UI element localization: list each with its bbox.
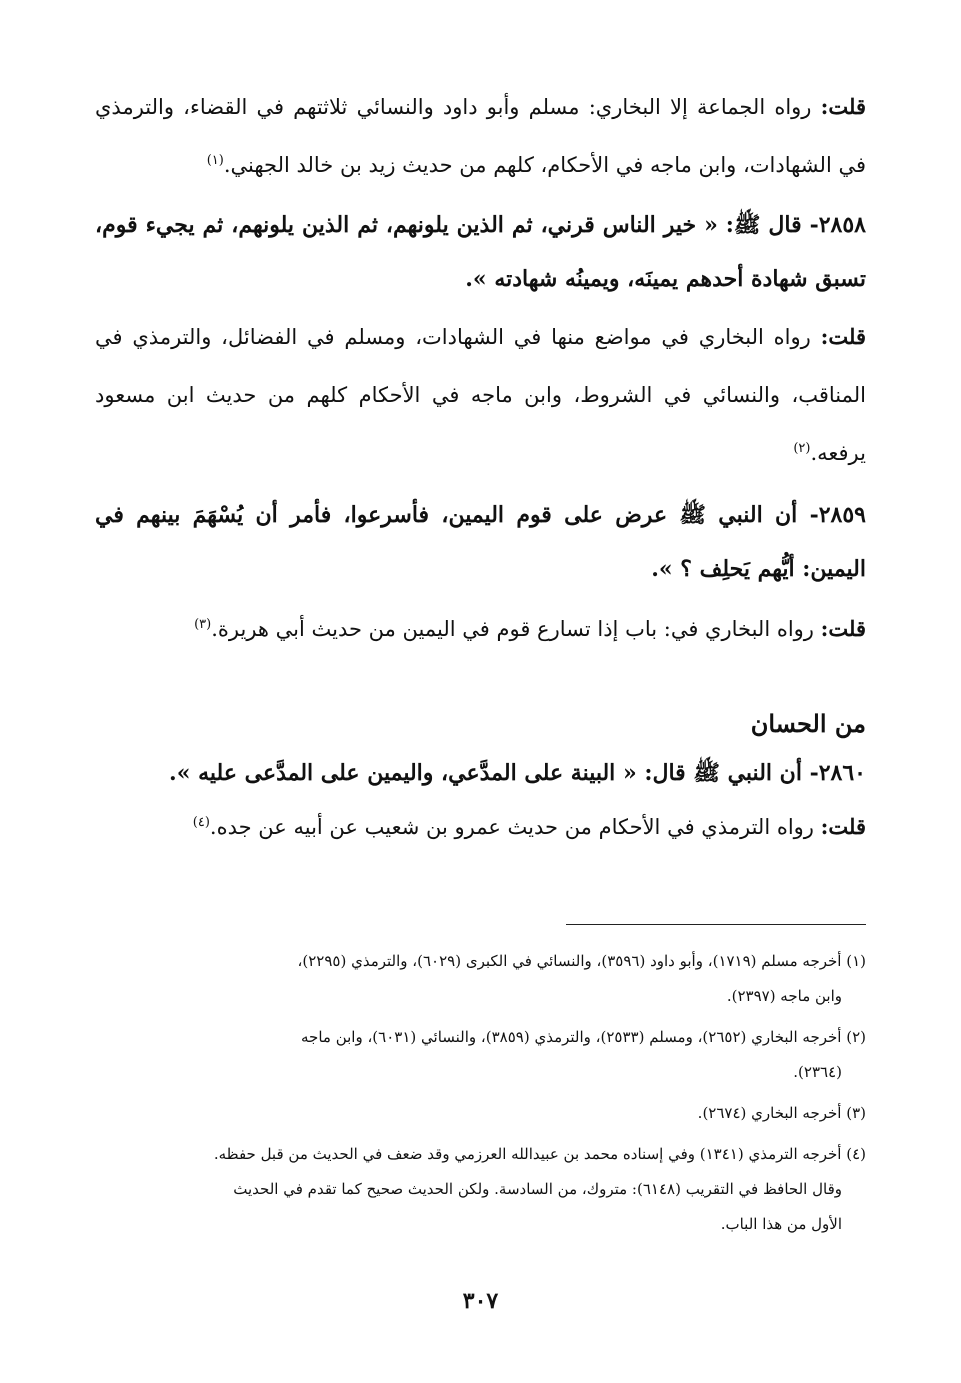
footnote-text: (٤) أخرجه الترمذي (١٣٤١) وفي إسناده محمد بن عبيدالله العرزمي وقد ضعف في الحديث من قبل حفظه. [213, 1145, 866, 1163]
commentary-paragraph-2 [95, 308, 866, 482]
hadith-2858: ٢٨٥٨- قال ﷺ: « خير الناس قرني، ثم الذين يلونهم، ثم الذين يلونهم، ثم يجيء قوم، تسبق شهادة أحدهم يمينَه، ويمينُه شهادته ». [95, 212, 866, 292]
footnote-ref: (١) [206, 153, 224, 168]
footnote-separator [566, 924, 866, 925]
footnote-ref: (٢) [793, 441, 811, 456]
footnote-2 [95, 1020, 866, 1090]
footnote-ref: (٤) [192, 815, 210, 830]
page-number: ٣٠٧ [462, 1288, 499, 1314]
footnote-text: (٣) أخرجه البخاري (٢٦٧٤). [697, 1104, 866, 1122]
hadith-2859: ٢٨٥٩- أن النبي ﷺ عرض على قوم اليمين، فأسرعوا، فأمر أن يُسْهَمَ بينهم في اليمين: أيُّهم يَحلِف ؟ ». [95, 502, 866, 582]
footnote-ref: (٣) [194, 617, 212, 632]
commentary-lead: قلت: [820, 94, 866, 119]
footnote-continuation: وابن ماجه (٢٣٩٧). [726, 987, 842, 1005]
footnotes-section [95, 944, 866, 1248]
footnote-text: (٢) أخرجه البخاري (٢٦٥٢)، ومسلم (٢٥٣٣)، والترمذي (٣٨٥٩)، والنسائي (٦٠٣١)، وابن ماجه [301, 1028, 866, 1046]
commentary-paragraph-4 [95, 798, 866, 856]
commentary-lead: قلت: [820, 814, 866, 839]
footnote-continuation: (٢٣٦٤). [793, 1063, 842, 1081]
commentary-lead: قلت: [820, 616, 866, 641]
footnote-4 [95, 1137, 866, 1242]
commentary-paragraph-1 [95, 78, 866, 194]
footnote-3 [95, 1096, 866, 1131]
commentary-lead: قلت: [820, 324, 866, 349]
hadith-2860: ٢٨٦٠- أن النبي ﷺ قال: « البينة على المدَّعي، واليمين على المدَّعى عليه ». [169, 760, 866, 786]
commentary-text: رواه البخاري في مواضع منها في الشهادات، ومسلم في الفضائل، والترمذي في المناقب، والنسائي في الشروط، وابن ماجه في الأحكام كلهم من حديث ابن مسعود يرفعه. [95, 325, 866, 465]
commentary-text: رواه الترمذي في الأحكام من حديث عمرو بن شعيب عن أبيه عن جده. [209, 815, 821, 839]
footnote-1 [95, 944, 866, 1014]
commentary-text: رواه البخاري في: باب إذا تسارع قوم في اليمين من حديث أبي هريرة. [211, 617, 821, 641]
commentary-paragraph-3 [95, 600, 866, 658]
footnote-text: (١) أخرجه مسلم (١٧١٩)، وأبو داود (٣٥٩٦)، والنسائي في الكبرى (٦٠٢٩)، والترمذي (٢٢٩٥)، [297, 952, 866, 970]
footnote-continuation: الأول من هذا الباب. [720, 1215, 842, 1233]
section-heading: من الحسان [750, 709, 866, 738]
commentary-text: رواه الجماعة إلا البخاري: مسلم وأبو داود والنسائي ثلاثتهم في القضاء، والترمذي في الشهادات، وابن ماجه في الأحكام، كلهم من حديث زيد بن خالد الجهني. [95, 95, 866, 177]
footnote-continuation: وقال الحافظ في التقريب (٦١٤٨): متروك، من السادسة. ولكن الحديث صحيح كما تقدم في الحديث [233, 1180, 842, 1198]
